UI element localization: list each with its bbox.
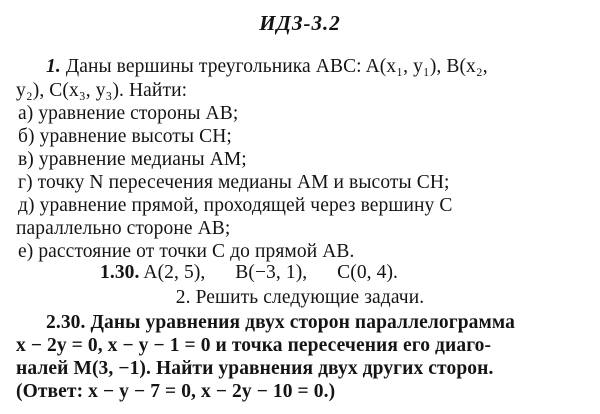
- task1-item-d-continued: параллельно стороне AB;: [16, 218, 231, 239]
- task2-line2: x − 2y = 0, x − y − 1 = 0 и точка пересечения его диаго-: [16, 335, 492, 356]
- task1-variant-line: [100, 262, 398, 284]
- task1-variant-number: 1.30.: [100, 262, 140, 283]
- task1-item-b: б) уравнение высоты CH;: [18, 126, 232, 147]
- task1-intro-line1: [46, 56, 488, 78]
- task2-answer-line: (Ответ: x − y − 7 = 0, x − 2y − 10 = 0.): [16, 381, 336, 402]
- task1-item-d: д) уравнение прямой, проходящей через вершину C: [18, 195, 453, 216]
- task1-variant-points: A(2, 5), B(−3, 1), C(0, 4).: [143, 262, 399, 283]
- task1-item-v: в) уравнение медианы AM;: [18, 149, 247, 170]
- task2-line3: налей M(3, −1). Найти уравнения двух других сторон.: [16, 358, 494, 379]
- document-title: ИДЗ-3.2: [259, 11, 341, 35]
- task1-intro-text: Даны вершины треугольника ABC: A(x₁, y₁), B(x₂,: [65, 56, 488, 77]
- task2-number: 2.30.: [46, 312, 86, 333]
- task2-text-line1: Даны уравнения двух сторон параллелограмма: [90, 312, 515, 333]
- task1-item-e: е) расстояние от точки C до прямой AB.: [18, 241, 355, 262]
- task1-number: 1.: [46, 56, 61, 77]
- task2-line1: [46, 312, 515, 334]
- task1-item-a: а) уравнение стороны AB;: [18, 103, 239, 124]
- task1-item-g: г) точку N пересечения медианы AM и высоты CH;: [18, 172, 450, 193]
- section2-heading: 2. Решить следующие задачи.: [175, 287, 425, 308]
- task1-intro-line2: y₂), C(x₃, y₃). Найти:: [16, 80, 188, 101]
